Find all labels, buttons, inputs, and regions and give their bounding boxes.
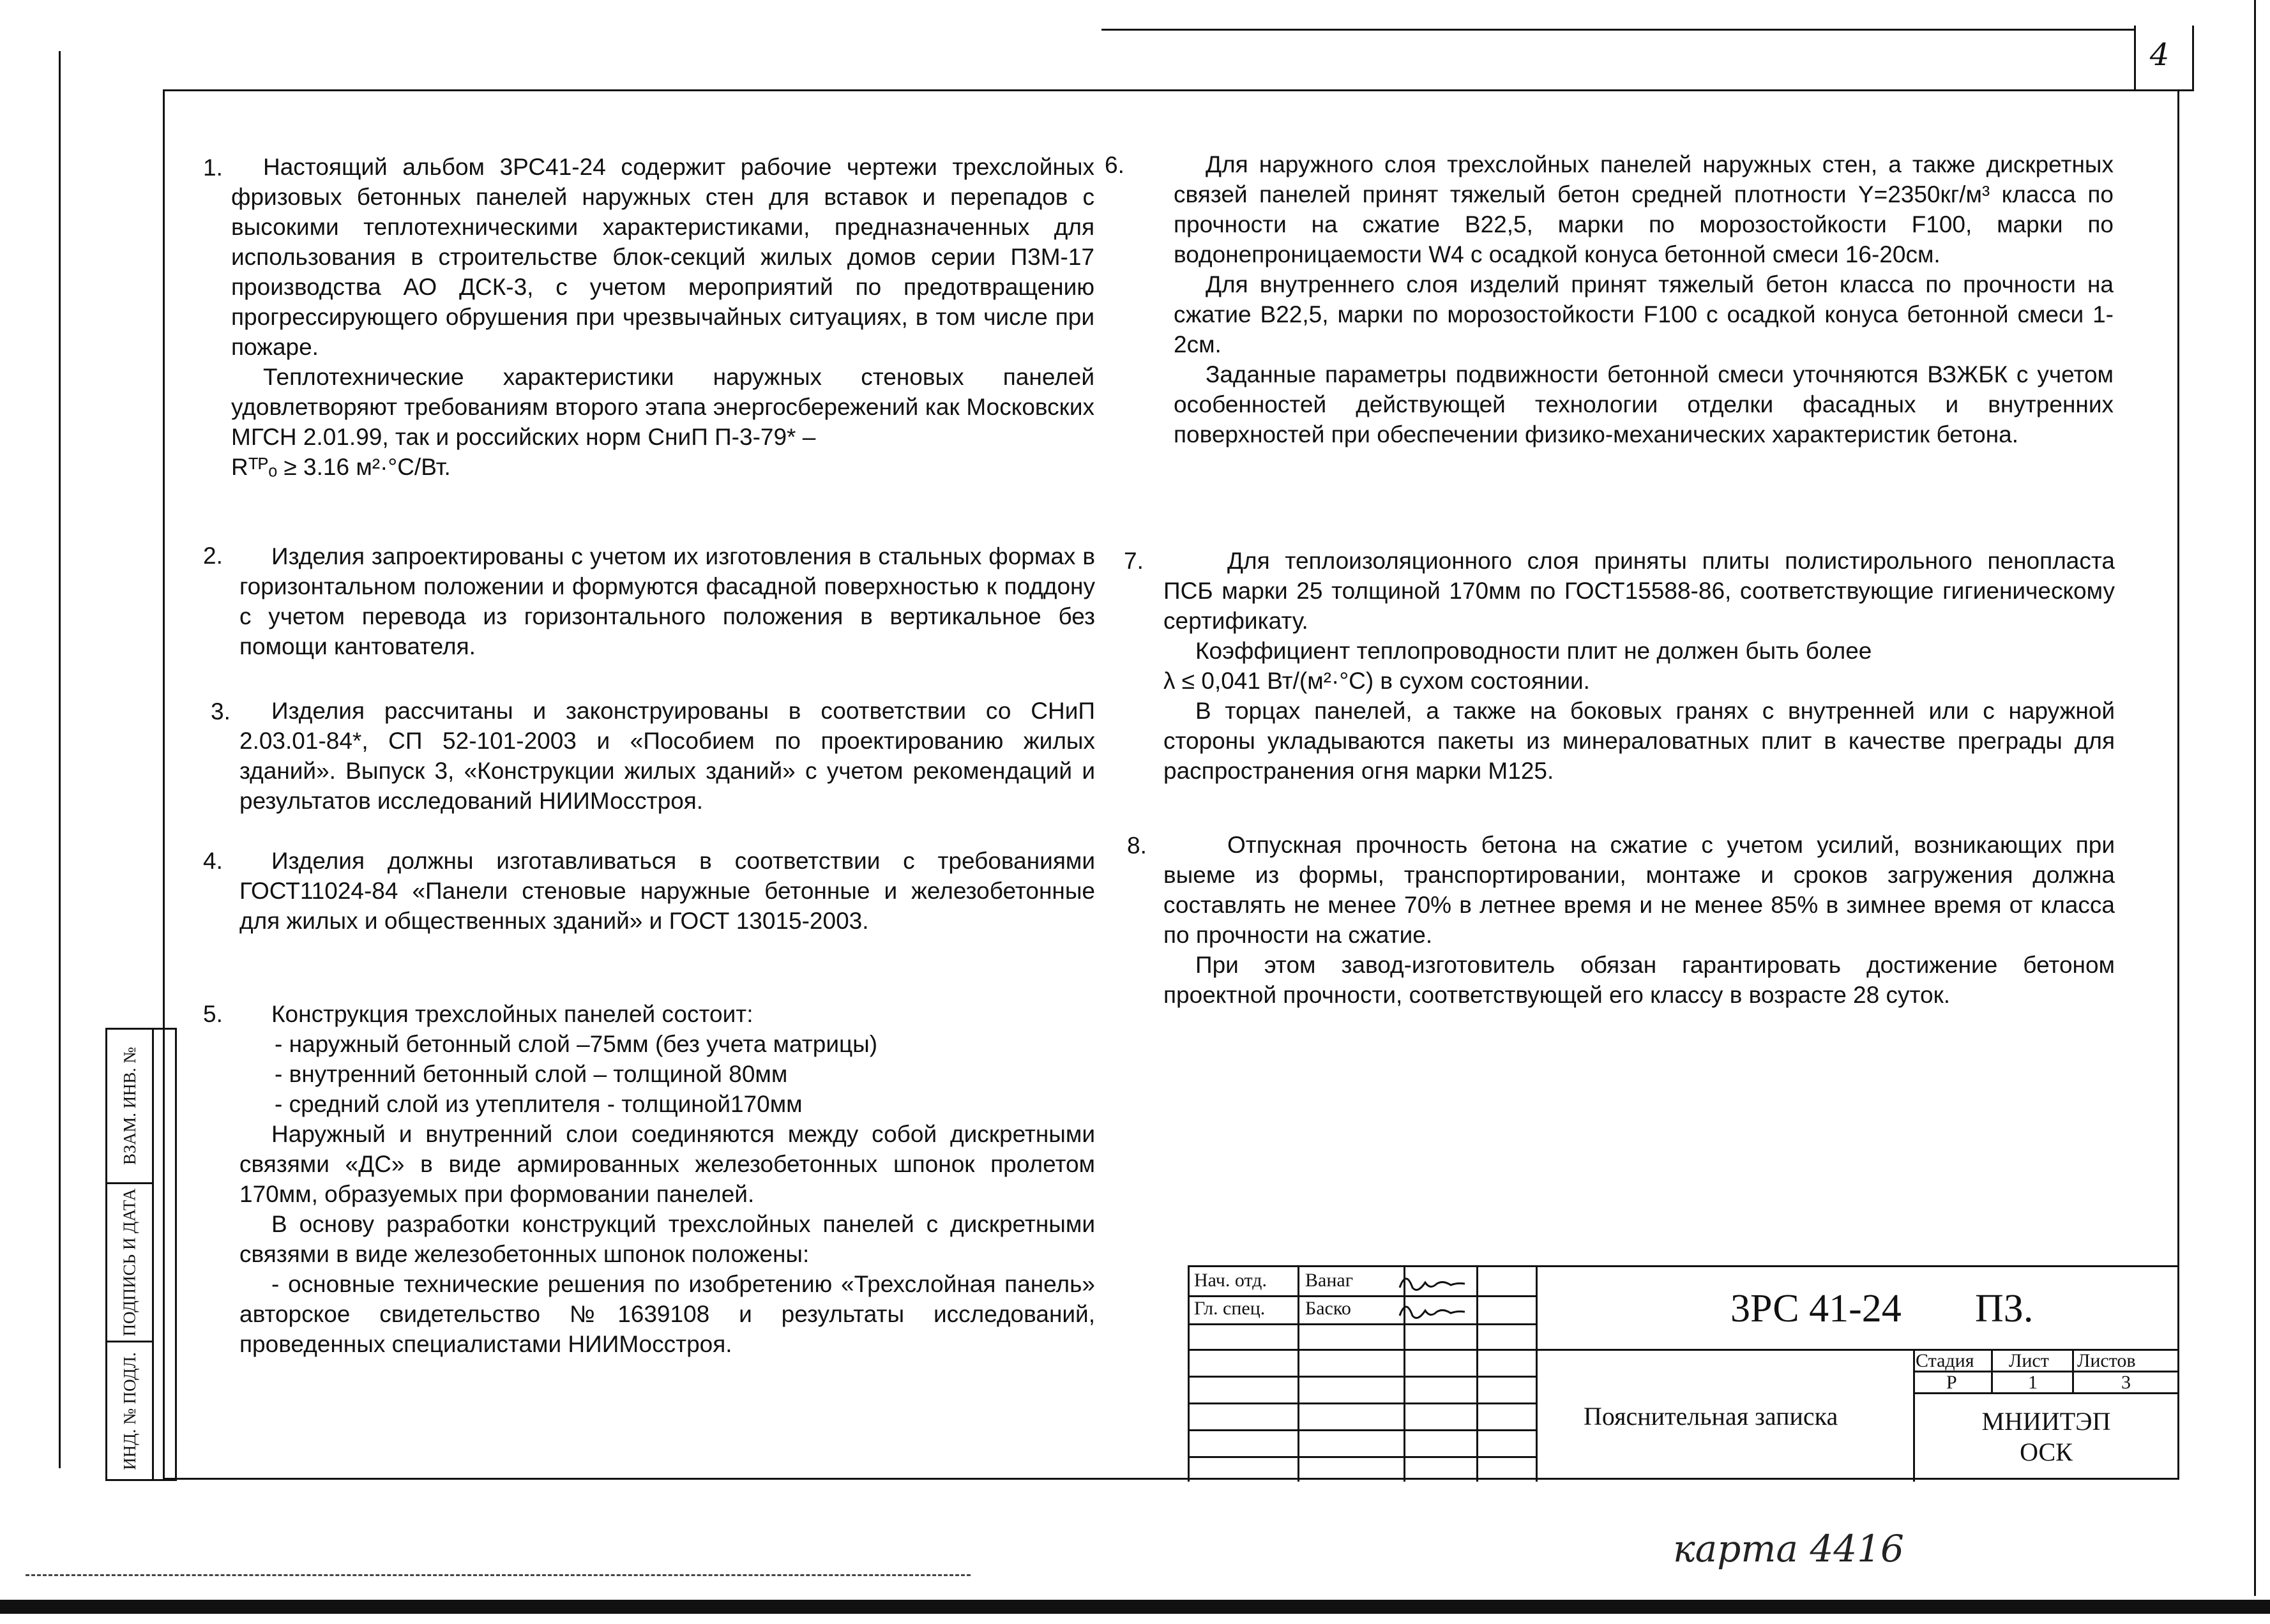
paragraph: Теплотехнические характеристики наружных стеновых панелей удовлетворяют требованиям второго этапа энергосбережений как Московских МГСН 2.01.99, так и российских норм СниП П-3-79* – — [231, 364, 1094, 450]
item-number: 6. — [1105, 152, 1124, 178]
item-number: 7. — [1124, 548, 1144, 574]
paragraph: - основные технические решения по изобретению «Трехслойная панель» авторское свидетельство №1639108 и результаты исследований, проведенных специалистами НИИМосстроя. — [239, 1271, 1095, 1357]
stamp-divider — [152, 1030, 154, 1479]
paragraph: Заданные параметры подвижности бетонной смеси уточняются ВЗЖБК с учетом особенностей действующей технологии отделки фасадных и внутренних поверхностей при обеспечении физико-механических характеристик бетона. — [1174, 361, 2114, 447]
item-1 — [231, 152, 1094, 482]
paragraph: Изделия должны изготавливаться в соответствии с требованиями ГОСТ11024-84 «Панели стеновые наружные бетонные и железобетонные для жилых и общественных зданий» и ГОСТ 13015-2003. — [239, 848, 1095, 934]
handwritten-note: карта 4416 — [1673, 1527, 1904, 1570]
item-number: 4. — [203, 848, 223, 874]
stamp-cell-replacement: ВЗАМ. ИНВ. № — [107, 1030, 152, 1184]
left-margin-line — [59, 51, 61, 1468]
name-head-of-dept: Ванаг — [1305, 1270, 1353, 1291]
top-border-line — [1101, 29, 2136, 31]
title-block — [1188, 1265, 2179, 1482]
name-chief-specialist: Баско — [1305, 1298, 1351, 1319]
paragraph: При этом завод-изготовитель обязан гарантировать достижение бетоном проектной прочности, соответствующей его классу в возрасте 28 суток. — [1163, 952, 2115, 1008]
document-title: Пояснительная записка — [1584, 1402, 1838, 1431]
document-code: 3РС 41-24 — [1730, 1287, 1902, 1330]
list-item: - наружный бетонный слой –75мм (без учета матрицы) — [275, 1031, 878, 1057]
stamp-cell-signature: ПОДПИСЬ И ДАТА — [107, 1184, 152, 1342]
paragraph: Изделия рассчитаны и законструированы в соответствии со СНиП 2.03.01-84*, СП 52-101-2003 и «Пособием по проектированию жилых зданий». Выпуск 3, «Конструкции жилых зданий» с учетом рекомендаций и результатов исследований НИИМосстроя. — [239, 698, 1095, 814]
paragraph: Наружный и внутренний слои соединяются между собой дискретными связями «ДС» в виде армированных железобетонных шпонок пролетом 170мм, образуемых при формовании панелей. — [239, 1121, 1095, 1207]
item-number: 1. — [203, 154, 223, 181]
role-chief-specialist: Гл. спец. — [1194, 1298, 1266, 1319]
item-number: 3. — [211, 698, 231, 725]
item-number: 8. — [1127, 832, 1147, 859]
paragraph: В торцах панелей, а также на боковых гранях с внутренней или с наружной стороны укладываются пакеты из минераловатных плит в качестве преграды для распространения огня марки М125. — [1163, 698, 2115, 784]
page-number: 4 — [2149, 37, 2170, 73]
stage-header: Стадия — [1916, 1350, 1974, 1371]
role-head-of-dept: Нач. отд. — [1194, 1270, 1267, 1291]
paragraph: Для наружного слоя трехслойных панелей наружных стен, а также дискретных связей панелей принят тяжелый бетон средней плотности Y=2350кг/м³ класса по прочности на сжатие В22,5, марки по морозостойкости F100, марки по водонепроницаемости W4 с осадкой конуса бетонной смеси 16-20см. — [1174, 151, 2114, 267]
item-7 — [1163, 546, 2115, 786]
item-4 — [239, 846, 1095, 936]
item-3 — [239, 696, 1095, 816]
paragraph: Настоящий альбом 3РС41-24 содержит рабочие чертежи трехслойных фризовых бетонных панелей наружных стен для вставок и перепадов с высокими теплотехническими характеристиками, предназначенных для использования в строительстве блок-секций жилых домов серии П3М-17 производства АО ДСК-3, с учетом мероприятий по предотвращению прогрессирующего обрушения при чрезвычайных ситуациях, в том числе при пожаре. — [231, 154, 1094, 360]
item-2 — [239, 541, 1095, 661]
formula: λ ≤ 0,041 Вт/(м²·°С) в сухом состоянии. — [1163, 668, 1590, 694]
paragraph: Коэффициент теплопроводности плит не должен быть более — [1195, 638, 1872, 664]
side-stamp — [105, 1028, 177, 1481]
stage-value: Р — [1946, 1372, 1957, 1393]
stamp-cell-inventory: ИНД. № ПОДЛ. — [119, 1351, 139, 1470]
item-number: 2. — [203, 543, 223, 569]
signatures — [1393, 1268, 1476, 1323]
paragraph: Отпускная прочность бетона на сжатие с учетом усилий, возникающих при выеме из формы, транспортировании, монтаже и сроков загружения должна составлять не менее 70% в летнее время и не менее 85% в зимнее время от класса по прочности на сжатие. — [1163, 832, 2115, 948]
sheets-value: 3 — [2121, 1372, 2131, 1393]
list-item: - внутренний бетонный слой – толщиной 80мм — [275, 1061, 788, 1087]
bottom-scan-edge — [0, 1600, 2270, 1614]
paragraph: Для теплоизоляционного слоя приняты плиты полистирольного пенопласта ПСБ марки 25 толщиной 170мм по ГОСТ15588-86, соответствующие гигиеническому сертификату. — [1163, 548, 2115, 634]
right-margin-line — [2254, 0, 2256, 1596]
sheet-value: 1 — [2028, 1372, 2038, 1393]
organization-line-1: МНИИТЭП — [1981, 1407, 2111, 1436]
paragraph: Для внутреннего слоя изделий принят тяжелый бетон класса по прочности на сжатие В22,5, марки по морозостойкости F100 с осадкой конуса бетонной смеси 1-2см. — [1174, 271, 2114, 357]
paragraph: Конструкция трехслойных панелей состоит: — [271, 1001, 753, 1027]
organization-line-2: ОСК — [2020, 1438, 2073, 1466]
item-5 — [239, 999, 1095, 1359]
paragraph: В основу разработки конструкций трехслойных панелей с дискретными связями в виде железобетонных шпонок положены: — [239, 1211, 1095, 1267]
formula: Rᵀᴾₒ ≥ 3.16 м²·°С/Вт. — [231, 454, 451, 480]
item-8 — [1163, 830, 2115, 1010]
bottom-dashed-line — [26, 1574, 971, 1576]
sheet-header: Лист — [2009, 1350, 2049, 1371]
document-type: ПЗ. — [1975, 1287, 2034, 1330]
paragraph: Изделия запроектированы с учетом их изготовления в стальных формах в горизонтальном положении и формуются фасадной поверхностью к поддону с учетом перевода из горизонтального положения в вертикальное без помощи кантователя. — [239, 543, 1095, 659]
item-6 — [1174, 149, 2114, 449]
sheets-header: Листов — [2077, 1350, 2136, 1371]
item-number: 5. — [203, 1001, 223, 1027]
list-item: - средний слой из утеплителя - толщиной170мм — [275, 1091, 803, 1117]
